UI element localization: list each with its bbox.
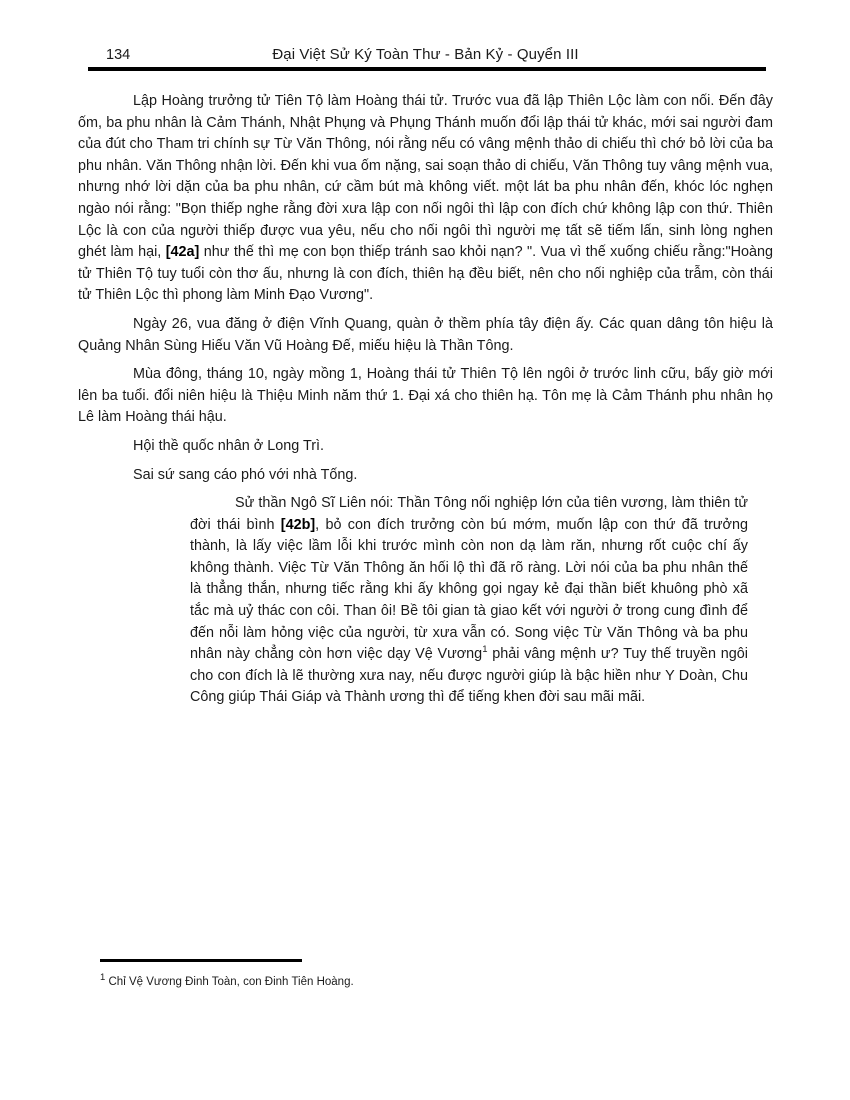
paragraph-enthronement: Mùa đông, tháng 10, ngày mồng 1, Hoàng thái tử Thiên Tộ lên ngôi ở trước linh cữu, bấy giờ mới lên ba tuổi. đổi niên hiệu là Thiệu Minh năm thứ 1. Đại xá cho thiên hạ. Tôn mẹ là Cảm Thánh phu nhân họ Lê làm Hoàng thái hậu. [78, 366, 773, 426]
footnote-separator-rule [100, 959, 302, 962]
header-rule [88, 67, 766, 71]
paragraph-oath: Hội thề quốc nhân ở Long Trì. [133, 437, 325, 454]
footnote-number: 1 [100, 972, 106, 984]
commentary-text: phải vâng mệnh ư? Tuy thế truyền ngôi cho con đích là lẽ thường xưa nay, nếu được người giúp là bậc hiền như Y Doàn, Chu Công giúp Thái Giáp và Thành ương thì để tiếng khen đời sau mãi mãi. [190, 646, 748, 706]
footnote-area [100, 959, 700, 990]
paragraph-succession [78, 91, 773, 307]
paragraph-text: Lập Hoàng trưởng tử Tiên Tộ làm Hoàng thái tử. Trước vua đã lập Thiên Lộc làm con nối. Đến đây ốm, ba phu nhân là Cảm Thánh, Nhật Phụng và Phụng Thánh muốn đổi lập thái tử khác, mới sai người đam của đút cho Tham tri chính sự Từ Văn Thông, nói rằng nếu có vâng mệnh thảo di chiếu thì chớ bỏ lời của ba phu nhân. Văn Thông nhận lời. Đến khi vua ốm nặng, sai soạn thảo di chiếu, Văn Thông tuy vâng mệnh vua, nhưng nhớ lời dặn của ba phu nhân, cứ cầm bút mà không viết. một lát ba phu nhân đến, khóc lóc nghẹn ngào nói rằng: "Bọn thiếp nghe rằng đời xưa lập con nối ngôi thì lập con đích chứ không lập con thứ. Thiên Lộc là con của người thiếp được vua yêu, nếu cho nối ngôi thì người mẹ tất sẽ tiếm lấn, sinh lòng nghen ghét làm hại, [78, 93, 773, 261]
folio-marker-42b: [42b] [280, 516, 316, 533]
folio-marker-42a: [42a] [165, 244, 200, 261]
page-body [78, 91, 773, 709]
footnote-text [100, 972, 700, 990]
historian-commentary [78, 493, 773, 709]
header-title: Đại Việt Sử Ký Toàn Thư - Bản Kỷ - Quyển III [272, 46, 579, 63]
paragraph-envoy: Sai sứ sang cáo phó với nhà Tống. [133, 466, 358, 483]
page-number: 134 [106, 47, 131, 63]
footnote-body: Chỉ Vệ Vương Đinh Toàn, con Đinh Tiên Hoàng. [105, 976, 354, 988]
paragraph-text: như thế thì mẹ con bọn thiếp tránh sao khỏi nạn? ". Vua vì thế xuống chiếu rằng:"Hoàng tử Thiên Tộ tuy tuổi còn thơ ấu, nhưng là con đích, thiên hạ đều biết, nên cho nối nghiệp của trẫm, còn thái tử Thiên Lộc thì phong làm Minh Đạo Vương". [78, 244, 773, 304]
paragraph-death-of-king: Ngày 26, vua đăng ở điện Vĩnh Quang, quàn ở thềm phía tây điện ấy. Các quan dâng tôn hiệu là Quảng Nhân Sùng Hiếu Văn Vũ Hoàng Đế, miếu hiệu là Thần Tông. [78, 315, 773, 354]
commentary-text: Sử thần Ngô Sĩ Liên nói: Thần Tông nối nghiệp lớn của tiên vương, làm thiên tử đời thái bình [190, 495, 748, 533]
commentary-text: , bỏ con đích trưởng còn bú mớm, muốn lập con thứ đã trưởng thành, là lấy việc lầm lỗi khi trước mình còn non dạ làm răn, nhưng rốt cuộc chí ấy không thành. Việc Từ Văn Thông ăn hối lộ thì đã rõ ràng. Lời nói của ba phu nhân thế là thẳng thắn, nhưng tiếc rằng khi ấy không gọi ngay kẻ đại thần biết khuông phò xã tắc mà uỷ thác con côi. Than ôi! Bề tôi gian tà giao kết với người ở trong cung đình để đến nỗi làm hỏng việc của người, từ xưa vẫn có. Song việc Từ Văn Thông và ba phu nhân này chẳng còn hơn việc dạy Vệ Vương [190, 516, 748, 663]
footnote-reference: 1 [482, 644, 488, 656]
page-header [78, 46, 773, 66]
